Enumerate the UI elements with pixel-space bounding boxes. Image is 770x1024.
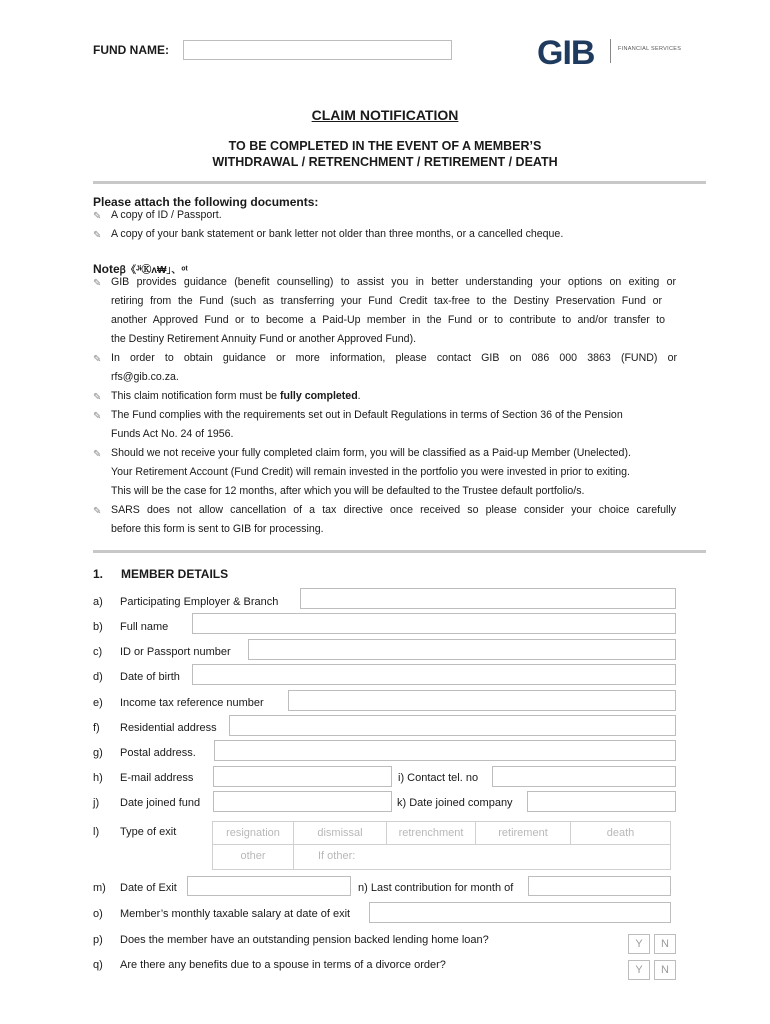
note-line-13: SARS does not allow cancellation of a tax directive once received so please consider your choice carefully (111, 504, 676, 516)
home-loan-yes[interactable]: Y (628, 934, 650, 954)
row-h-letter: h) (93, 772, 103, 784)
row-m-letter: m) (93, 882, 106, 894)
gib-logo (537, 33, 687, 71)
date-joined-fund-input[interactable] (213, 791, 392, 812)
divorce-order-question: Are there any benefits due to a spouse in terms of a divorce order? (120, 959, 446, 971)
home-loan-question: Does the member have an outstanding pension backed lending home loan? (120, 934, 489, 946)
date-joined-fund-label: Date joined fund (120, 797, 201, 809)
note-line-7 (111, 387, 361, 406)
page-title: CLAIM NOTIFICATION (311, 107, 459, 123)
note-garbled-text: ꞵ《ᴶᶤⓀᴧ₩」、ᵒᵗ (119, 265, 188, 276)
date-joined-company-label: k) Date joined company (397, 797, 513, 809)
note-line-12: This will be the case for 12 months, after which you will be defaulted to the Trustee default portfolio/s. (111, 485, 585, 497)
attach-heading: Please attach the following documents: (93, 195, 319, 209)
note-line-7-end: . (357, 390, 361, 402)
email-input[interactable] (213, 766, 392, 787)
note-heading-text: Note (93, 262, 120, 276)
gib-logo-mark (537, 33, 607, 69)
home-loan-no[interactable]: N (654, 934, 676, 954)
exit-option-death[interactable]: death (570, 821, 671, 845)
last-contribution-label: n) Last contribution for month of (358, 882, 514, 894)
bullet-icon: ✎ (93, 230, 102, 241)
email-label: E-mail address (120, 772, 194, 784)
bullet-icon: ✎ (93, 354, 102, 365)
postal-address-input[interactable] (214, 740, 676, 761)
note-line-4: the Destiny Retirement Annuity Fund or another Approved Fund). (111, 333, 417, 345)
contact-tel-label: i) Contact tel. no (398, 772, 479, 784)
divorce-order-no[interactable]: N (654, 960, 676, 980)
note-line-9: Funds Act No. 24 of 1956. (111, 428, 234, 440)
note-line-1: GIB provides guidance (benefit counselling) to assist you in better understanding your options on exiting or (111, 276, 676, 288)
tax-ref-input[interactable] (288, 690, 676, 711)
bullet-icon: ✎ (93, 411, 102, 422)
note-line-3: another Approved Fund or to become a Paid-Up member in the Fund or to contribute to and/or transfer to (111, 314, 665, 326)
section-number: 1. (93, 567, 104, 581)
divorce-order-yes[interactable]: Y (628, 960, 650, 980)
section-title: MEMBER DETAILS (121, 567, 229, 581)
bullet-icon: ✎ (93, 211, 102, 222)
bullet-icon: ✎ (93, 278, 102, 289)
bullet-icon: ✎ (93, 392, 102, 403)
row-e-letter: e) (93, 697, 103, 709)
attach-item-1: A copy of ID / Passport. (111, 209, 222, 221)
exit-option-resignation[interactable]: resignation (212, 821, 294, 845)
exit-other-input[interactable]: If other: (293, 844, 671, 870)
id-passport-input[interactable] (248, 639, 676, 660)
contact-tel-input[interactable] (492, 766, 676, 787)
row-a-letter: a) (93, 596, 103, 608)
note-line-8: The Fund complies with the requirements set out in Default Regulations in terms of Section 36 of the Pension (111, 409, 623, 421)
employer-branch-input[interactable] (300, 588, 676, 609)
logo-divider (610, 39, 611, 63)
bullet-icon: ✎ (93, 506, 102, 517)
note-line-5: In order to obtain guidance or more information, please contact GIB on 086 000 3863 (FUND) or (111, 352, 677, 364)
logo-subtext: FINANCIAL SERVICES (618, 46, 682, 52)
row-j-letter: j) (93, 797, 100, 809)
note-line-7-text: This claim notification form must be (111, 390, 280, 402)
divider-middle (93, 550, 706, 553)
id-passport-label: ID or Passport number (120, 646, 231, 658)
date-of-exit-label: Date of Exit (120, 882, 177, 894)
subtitle-line2: WITHDRAWAL / RETRENCHMENT / RETIREMENT / DEATH (212, 155, 558, 169)
date-joined-company-input[interactable] (527, 791, 676, 812)
fund-name-label: FUND NAME: (93, 43, 169, 57)
note-line-11: Your Retirement Account (Fund Credit) will remain invested in the portfolio you were invested in prior to exiting. (111, 466, 630, 478)
exit-option-other[interactable]: other (212, 844, 294, 870)
row-l-letter: l) (93, 826, 100, 838)
monthly-salary-input[interactable] (369, 902, 671, 923)
last-contribution-input[interactable] (528, 876, 671, 896)
note-line-6: rfs@gib.co.za. (111, 371, 179, 383)
note-line-7-bold: fully completed (279, 390, 358, 402)
full-name-input[interactable] (192, 613, 676, 634)
gib-logo-text: GIB (537, 34, 595, 69)
row-q-letter: q) (93, 959, 103, 971)
exit-option-retrenchment[interactable]: retrenchment (386, 821, 476, 845)
fund-name-input[interactable] (183, 40, 452, 60)
divider-top (93, 181, 706, 184)
exit-option-retirement[interactable]: retirement (475, 821, 571, 845)
row-f-letter: f) (93, 722, 100, 734)
row-b-letter: b) (93, 621, 103, 633)
note-line-10: Should we not receive your fully completed claim form, you will be classified as a Paid-up Member (Unelected). (111, 447, 631, 459)
date-of-birth-label: Date of birth (120, 671, 180, 683)
exit-option-dismissal[interactable]: dismissal (293, 821, 387, 845)
row-d-letter: d) (93, 671, 103, 683)
residential-address-label: Residential address (120, 722, 217, 734)
monthly-salary-label: Member’s monthly taxable salary at date of exit (120, 908, 351, 920)
date-of-birth-input[interactable] (192, 664, 676, 685)
subtitle-line1: TO BE COMPLETED IN THE EVENT OF A MEMBER’S (228, 139, 542, 153)
employer-branch-label: Participating Employer & Branch (120, 596, 279, 608)
attach-item-2: A copy of your bank statement or bank letter not older than three months, or a cancelled cheque. (111, 228, 564, 240)
tax-ref-label: Income tax reference number (120, 697, 264, 709)
postal-address-label: Postal address. (120, 747, 196, 759)
date-of-exit-input[interactable] (187, 876, 351, 896)
row-o-letter: o) (93, 908, 103, 920)
residential-address-input[interactable] (229, 715, 676, 736)
row-g-letter: g) (93, 747, 103, 759)
row-p-letter: p) (93, 934, 103, 946)
note-line-2: retiring from the Fund (such as transferring your Fund Credit tax-free to the Destiny Preservation Fund or (111, 295, 662, 307)
full-name-label: Full name (120, 621, 169, 633)
bullet-icon: ✎ (93, 449, 102, 460)
type-of-exit-label: Type of exit (120, 826, 177, 838)
note-line-14: before this form is sent to GIB for processing. (111, 523, 324, 535)
row-c-letter: c) (93, 646, 103, 658)
